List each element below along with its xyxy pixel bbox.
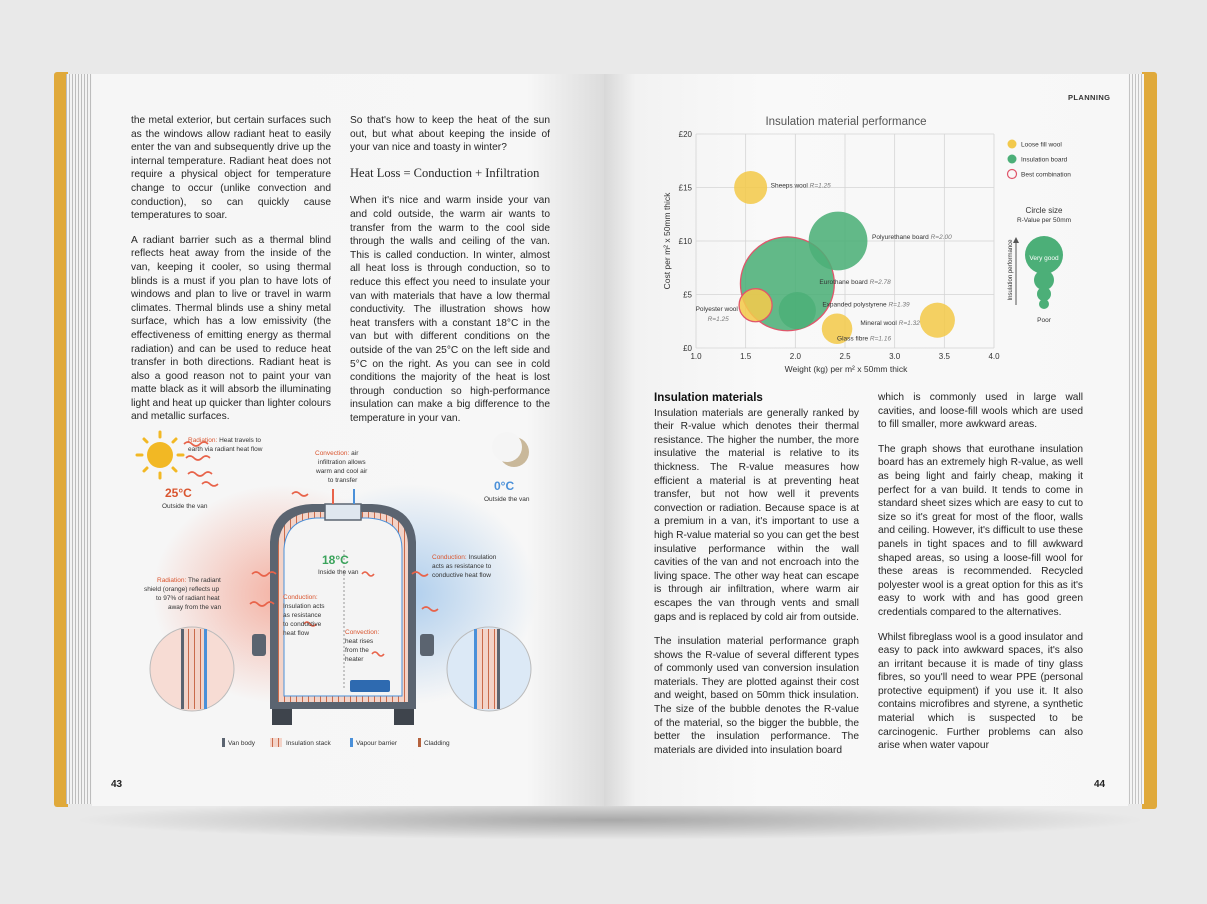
legend-loose-fill-wool: Loose fill wool bbox=[1021, 141, 1062, 149]
legend-best-combination: Best combination bbox=[1021, 171, 1071, 179]
x-tick-label: 4.0 bbox=[988, 352, 1000, 361]
x-axis-ticks bbox=[690, 352, 1000, 361]
y-axis-label: Cost per m² x 50mm thick bbox=[662, 192, 672, 290]
bubble-polyurethane-board bbox=[809, 212, 868, 271]
x-tick-label: 2.0 bbox=[789, 352, 801, 361]
van-illustration bbox=[252, 504, 434, 725]
legend-insulation-board: Insulation board bbox=[1021, 156, 1068, 164]
outside-caption-right: Outside the van bbox=[484, 496, 530, 503]
convection-inside-label-1: heat rises bbox=[345, 638, 374, 645]
chart-legend bbox=[1008, 140, 1072, 179]
paragraph: The insulation material performance graph shows the R-value of several different types of commonly used van conversion insulation materials. They are plotted against their cost and weight, based on 50mm thick insulation. The size of the bubble denotes the R-value of the material, so the bigger the bubble, the better the insulation performance. The materials are divided into insulation board bbox=[654, 636, 859, 756]
section-heading: Insulation materials bbox=[654, 391, 763, 404]
conduction-inside-label-4: heat flow bbox=[283, 630, 310, 637]
right-page bbox=[604, 74, 1128, 806]
left-page-column-1 bbox=[131, 114, 331, 435]
convection-top-label-2: infiltration allows bbox=[318, 459, 366, 466]
book-cover-right bbox=[1142, 72, 1157, 809]
mirror-right bbox=[420, 634, 434, 656]
insulation-performance-chart bbox=[644, 110, 1114, 378]
paragraph: When it's nice and warm inside your van and cold outside, the warm air wants to transfer from the warm to the cool side through the walls and ceiling of the van. This is called conduction. In winter, almost all heat loss is through conduction, so to reduce this effect you need to insulate your van with materials that have a low thermal conductivity. The illustration shows how heat transfers with a constant 18°C in the van but with different conditions on the outside of the van 25°C on the left side and 5°C on the right. As you can see in cold conditions the majority of the heat is lost through conduction so high-performance insulation can make a big difference to the temperature in your van. bbox=[350, 195, 550, 424]
radiation-left-label-4: away from the van bbox=[168, 604, 222, 611]
wall-section-left bbox=[150, 627, 234, 711]
radiation-left-label-2: shield (orange) reflects up bbox=[144, 586, 220, 593]
chart-title: Insulation material performance bbox=[765, 116, 927, 128]
roof-vent bbox=[325, 504, 361, 520]
radiation-top-label-2: earth via radiant heat flow bbox=[188, 446, 263, 453]
bubble-label: Sheeps wool R=1.25 bbox=[770, 182, 831, 190]
legend-cladding: Cladding bbox=[424, 740, 450, 747]
bubble-label: Expanded polystyrene R=1.39 bbox=[822, 301, 910, 309]
bubble-mineral-wool bbox=[920, 303, 955, 338]
sun-icon bbox=[137, 432, 183, 478]
radiation-left-label: Radiation: The radiant bbox=[157, 577, 221, 584]
left-page bbox=[92, 74, 604, 806]
right-page-column-1 bbox=[654, 391, 859, 768]
page-edges-left bbox=[66, 74, 94, 804]
legend-swatch-board bbox=[1008, 155, 1017, 164]
size-legend-low: Poor bbox=[1037, 317, 1051, 324]
radiation-top-label: Radiation: Heat travels to bbox=[188, 437, 261, 444]
diagram-legend bbox=[222, 738, 450, 747]
y-tick-label: £20 bbox=[678, 130, 692, 139]
y-axis-ticks bbox=[679, 130, 693, 353]
convection-top-label: Convection: air bbox=[315, 450, 359, 457]
size-legend bbox=[1008, 206, 1071, 324]
wall-section-right bbox=[447, 627, 531, 711]
x-tick-label: 2.5 bbox=[839, 352, 851, 361]
x-tick-label: 1.0 bbox=[690, 352, 702, 361]
outside-temp-hot: 25°C bbox=[165, 486, 192, 500]
y-tick-label: £5 bbox=[683, 290, 692, 300]
heater-icon bbox=[350, 680, 390, 692]
paragraph: Whilst fibreglass wool is a good insulator and easy to pack into awkward spaces, it's also an irritant because it is made of tiny glass fibres, so you'll need to wear PPE (personal protective equipment) if you use it. It also contains microfibres and styrene, a synthetic material which is suspected to be carcinogenic. Further problems can also arise when water vapour bbox=[878, 631, 1083, 752]
conduction-inside-label-1: Insulation acts bbox=[283, 603, 325, 610]
paragraph: So that's how to keep the heat of the sun out, but what about keeping the inside of your van nice and toasty in winter? bbox=[350, 115, 550, 154]
size-legend-high: Very good bbox=[1029, 255, 1059, 262]
chart-bubbles bbox=[734, 171, 955, 344]
moon-icon bbox=[492, 432, 529, 467]
paragraph: The graph shows that eurothane insulation board has an extremely high R-value, as well as being light and fairly cheap, making it perfect for a van build. It tends to come in standard sheet sizes which are easy to cut to size so it's great for most of the floor, walls and ceiling. However, it's difficult to use these panels in tight spaces and to fill awkward shaped areas, so using a loose-fill wool for these areas is recommended. Recycled polyester wool is a great option for this as it's easy to work with and has good green credentials compared to the alternatives. bbox=[878, 443, 1083, 618]
page-number-left: 43 bbox=[111, 779, 123, 790]
page-edges-right bbox=[1126, 74, 1144, 804]
bubble-label: Polyurethane board R=2.00 bbox=[872, 234, 952, 241]
paragraph: the metal exterior, but certain surfaces such as the windows allow radiant heat to easily enter the van and subsequently drive up the internal temperature. Radiant heat does not require a physical object for temperature change to occur (unlike convection and conduction), so can quickly cause temperatures to soar. bbox=[131, 115, 331, 222]
x-tick-label: 3.0 bbox=[889, 352, 901, 361]
x-tick-label: 1.5 bbox=[740, 352, 752, 361]
bubble-sheeps-wool bbox=[734, 171, 767, 204]
size-legend-axis: Insulation performance bbox=[1008, 239, 1014, 301]
paragraph: Insulation materials are generally ranked by their R-value which denotes their thermal resistance. The higher the number, the more insulative the material is relative to its thickness. The R-value measures how efficient a material is at preventing heat transfer, but not how well it prevents convection or radiation. Because space is at a premium in a van, it's important to use a high R-value material so you can get the best insulative performance within the wall cavities of the van and not encroach into the living space. The other way heat can escape is through air infiltration, where warm air escapes the van through vents and small gaps and is replaced by cold air from outside. bbox=[654, 407, 859, 623]
convection-inside-label-3: heater bbox=[345, 656, 364, 663]
size-legend-title: Circle size bbox=[1025, 206, 1063, 215]
conduction-inside-label-3: to conductive bbox=[283, 621, 322, 628]
y-tick-label: £10 bbox=[678, 237, 692, 246]
bubble-label: Polyester wool bbox=[695, 306, 738, 314]
x-tick-label: 3.5 bbox=[938, 352, 950, 361]
legend-van-body: Van body bbox=[228, 740, 255, 747]
conduction-inside-label-2: as resistance bbox=[283, 612, 322, 619]
right-page-column-2 bbox=[878, 391, 1083, 764]
outside-caption-left: Outside the van bbox=[162, 503, 208, 510]
outside-temp-cold: 0°C bbox=[494, 479, 515, 493]
bubble-expanded-polystyrene bbox=[779, 292, 816, 329]
van-heat-diagram bbox=[122, 424, 562, 754]
inside-caption: Inside the van bbox=[318, 569, 359, 576]
book-shadow bbox=[70, 800, 1150, 840]
bubble-label: Eurothane board R=2.78 bbox=[819, 278, 891, 286]
bubble-label: Glass fibre R=1.16 bbox=[837, 335, 892, 343]
y-tick-label: £15 bbox=[678, 183, 692, 193]
mirror-left bbox=[252, 634, 266, 656]
left-page-column-2 bbox=[350, 114, 550, 436]
convection-inside-label-2: from the bbox=[345, 647, 369, 654]
paragraph: which is commonly used in large wall cavities, and loose-fill wools which are used to fill smaller, more awkward areas. bbox=[878, 392, 1083, 431]
inside-temp: 18°C bbox=[322, 553, 349, 567]
legend-insulation-stack: Insulation stack bbox=[286, 740, 331, 747]
radiation-left-label-3: to 97% of radiant heat bbox=[156, 595, 220, 602]
heat-loss-formula: Heat Loss = Conduction + Infiltration bbox=[350, 165, 540, 180]
y-tick-label: £0 bbox=[683, 344, 692, 353]
bubble-polyester-wool bbox=[739, 289, 772, 322]
legend-swatch-wool bbox=[1008, 140, 1017, 149]
conduction-right-label: Conduction: Insulation bbox=[432, 554, 497, 561]
page-number-right: 44 bbox=[1094, 779, 1106, 790]
bubble-label: Mineral wool R=1.32 bbox=[860, 320, 920, 328]
conduction-inside-title: Conduction: bbox=[283, 594, 318, 601]
conduction-right-label-2: acts as resistance to bbox=[432, 563, 492, 570]
size-legend-subtitle: R-Value per 50mm bbox=[1016, 217, 1072, 224]
convection-top-label-4: to transfer bbox=[328, 477, 358, 484]
x-axis-label: Weight (kg) per m² x 50mm thick bbox=[784, 364, 908, 374]
running-head: PLANNING bbox=[1068, 93, 1111, 102]
legend-swatch-best bbox=[1008, 170, 1017, 179]
convection-top-label-3: warm and cool air bbox=[316, 468, 368, 475]
paragraph: A radiant barrier such as a thermal blind reflects heat away from the inside of the van, keeping it cooler, so using thermal blinds is a must if you plan to have lots of windows and plan to live or travel in warm climates. Thermal blinds use a shiny metal surface, which has a low emissivity (the effectiveness of emitting energy as thermal radiation) and can be used to reduce heat transfer in both directions. Radiant heat is also a good reason not to paint your van matte black as it will absorb the illuminating light and heat up quicker than lighter colours and metallic surfaces. bbox=[131, 234, 331, 423]
legend-vapour-barrier: Vapour barrier bbox=[356, 740, 398, 747]
convection-inside-title: Convection: bbox=[345, 629, 380, 636]
bubble-r-value: R=1.25 bbox=[707, 316, 729, 324]
conduction-right-label-3: conductive heat flow bbox=[432, 572, 491, 579]
